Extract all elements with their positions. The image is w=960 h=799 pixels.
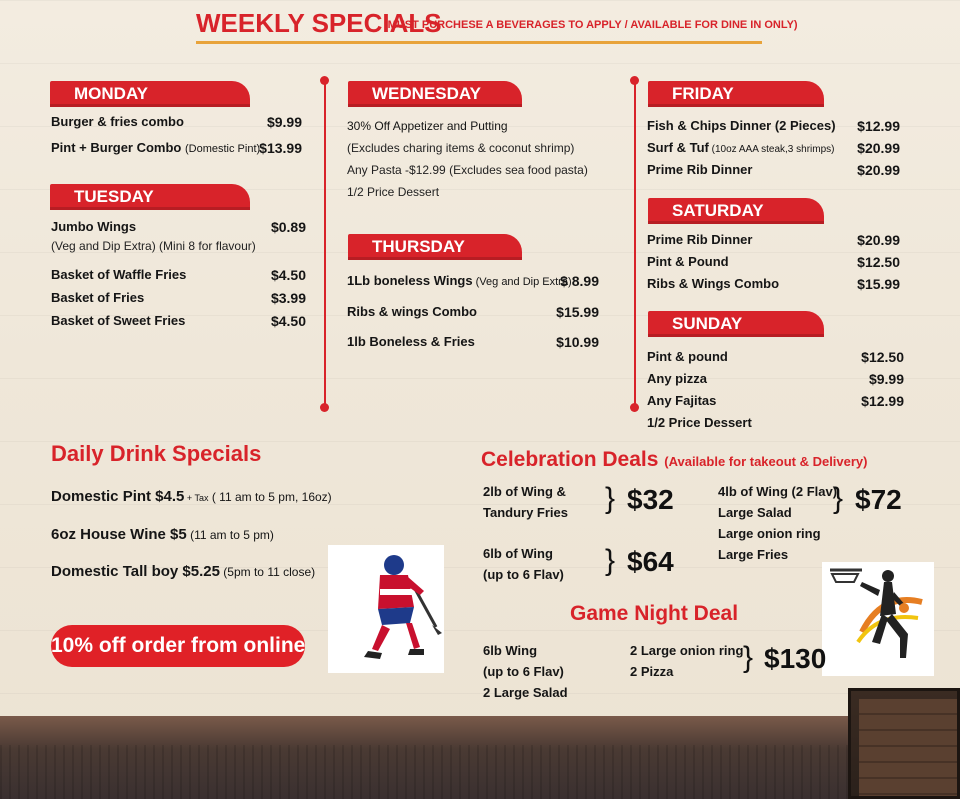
tuesday-sub-1: (Veg and Dip Extra) (Mini 8 for flavour)	[51, 239, 256, 253]
basketball-player-icon	[822, 562, 934, 676]
wood-crate	[848, 688, 960, 799]
brace-icon: }	[605, 482, 616, 515]
friday-price-2: $20.99	[857, 140, 900, 156]
drinks-title: Daily Drink Specials	[51, 441, 262, 466]
celebration-subtitle: (Available for takeout & Delivery)	[664, 454, 868, 469]
tuesday-item-4: Basket of Sweet Fries	[51, 313, 186, 328]
saturday-item-3: Ribs & Wings Combo	[647, 276, 780, 291]
tuesday-price-2: $4.50	[270, 267, 306, 283]
drink-item-1	[51, 488, 332, 505]
sunday-item-1: Pint & pound	[647, 349, 728, 364]
saturday-item-1: Prime Rib Dinner	[647, 232, 753, 247]
drink-note: ( 11 am to 5 pm, 16oz)	[208, 490, 332, 504]
wednesday-line-4: 1/2 Price Dessert	[347, 185, 440, 199]
title-bar	[196, 4, 798, 44]
celebration-title-text: Celebration Deals	[481, 448, 659, 471]
item-name: Surf & Tuf	[647, 140, 709, 155]
saturday-price-3: $15.99	[857, 276, 900, 292]
sunday-price-1: $12.50	[861, 349, 904, 365]
game-night-col1-line-3: 2 Large Salad	[483, 685, 568, 700]
deal1-price: $32	[627, 484, 674, 515]
saturday-price-2: $12.50	[857, 254, 900, 270]
page-title: WEEKLY SPECIALS	[196, 8, 442, 38]
thursday-item-1	[347, 273, 572, 288]
item-name: Burger & fries combo	[51, 114, 184, 129]
brace-icon: }	[743, 641, 754, 674]
divider-left	[324, 82, 326, 408]
monday-header: MONDAY	[50, 81, 250, 107]
sunday-price-3: $12.99	[861, 393, 904, 409]
game-night-col1-line-2: (up to 6 Flav)	[483, 664, 564, 679]
thursday-item-2: Ribs & wings Combo	[347, 304, 477, 319]
brace-icon: }	[833, 482, 844, 515]
saturday-item-2: Pint & Pound	[647, 254, 729, 269]
game-night-col1-line-1: 6lb Wing	[483, 643, 538, 658]
monday-item-1	[51, 114, 184, 129]
sunday-header: SUNDAY	[648, 311, 824, 337]
drink-item-3	[51, 563, 315, 580]
monday-price-1: $9.99	[266, 114, 302, 130]
item-note: (Domestic Pint)	[185, 143, 261, 155]
thursday-price-1: $ 8.99	[560, 273, 599, 289]
drink-name: Domestic Pint $4.5	[51, 488, 185, 505]
sunday-item-4: 1/2 Price Dessert	[647, 415, 752, 430]
drink-note: (11 am to 5 pm)	[186, 528, 274, 542]
tuesday-price-1: $0.89	[270, 219, 306, 235]
game-night-price: $130	[764, 643, 827, 674]
thursday-item-3: 1lb Boneless & Fries	[347, 334, 475, 349]
hockey-player-icon	[328, 545, 444, 673]
friday-header: FRIDAY	[648, 81, 824, 107]
drink-tax: + Tax	[184, 493, 209, 503]
drink-item-2	[51, 526, 274, 543]
friday-item-3: Prime Rib Dinner	[647, 162, 753, 177]
thursday-price-3: $10.99	[556, 334, 599, 350]
thursday-header: THURSDAY	[348, 234, 522, 260]
brace-icon: }	[605, 544, 616, 577]
deal3-line-2: Large Salad	[718, 505, 792, 520]
divider-dot-bottom	[630, 403, 639, 412]
game-night-title: Game Night Deal	[570, 602, 739, 625]
monday-price-2: $13.99	[259, 140, 302, 156]
tuesday-item-1: Jumbo Wings	[51, 219, 137, 234]
saturday-header: SATURDAY	[648, 198, 824, 224]
tuesday-header: TUESDAY	[50, 184, 250, 210]
wednesday-pasta-note: (Excludes sea food pasta)	[445, 163, 588, 177]
tuesday-price-4: $4.50	[270, 313, 306, 329]
basketball-player-image	[822, 562, 934, 676]
tuesday-item-3: Basket of Fries	[51, 290, 145, 305]
tuesday-item-2: Basket of Waffle Fries	[51, 267, 187, 282]
item-name: Pint + Burger Combo	[51, 140, 182, 155]
friday-item-1: Fish & Chips Dinner (2 Pieces)	[647, 118, 836, 133]
divider-right	[634, 82, 636, 408]
page-subtitle: (MUST PURCHESE A BEVERAGES TO APPLY / AVAILABLE FOR DINE IN ONLY)	[384, 19, 798, 31]
tuesday-price-3: $3.99	[270, 290, 306, 306]
drink-name: Domestic Tall boy $5.25	[51, 563, 220, 580]
deal2-price: $64	[627, 546, 674, 577]
deal3-price: $72	[855, 484, 902, 515]
deal1-line-2: Tandury Fries	[483, 505, 569, 520]
deal2-line-2: (up to 6 Flav)	[483, 567, 564, 582]
saturday-price-1: $20.99	[857, 232, 900, 248]
sunday-price-2: $9.99	[868, 371, 904, 387]
friday-price-3: $20.99	[857, 162, 900, 178]
item-name: 1Lb boneless Wings	[347, 273, 473, 288]
deal3-line-3: Large onion ring	[718, 526, 821, 541]
sunday-item-2: Any pizza	[647, 371, 707, 386]
deal2-line-1: 6lb of Wing	[483, 546, 553, 561]
thursday-price-2: $15.99	[556, 304, 599, 320]
friday-item-2	[647, 140, 834, 155]
wednesday-line-1: 30% Off Appetizer and Putting	[347, 119, 508, 133]
hockey-player-image	[328, 545, 444, 673]
wednesday-line-2: (Excludes charing items & coconut shrimp)	[347, 141, 575, 155]
monday-item-2	[51, 140, 260, 155]
drink-name: 6oz House Wine $5	[51, 526, 187, 543]
item-note: (Veg and Dip Extra)	[472, 276, 572, 288]
wednesday-header: WEDNESDAY	[348, 81, 522, 107]
online-order-button[interactable]: 10% off order from online	[51, 625, 305, 667]
deal3-line-4: Large Fries	[718, 547, 789, 562]
sunday-item-3: Any Fajitas	[647, 393, 717, 408]
divider-dot-bottom	[320, 403, 329, 412]
wood-floor-grain	[0, 745, 960, 799]
celebration-title	[481, 448, 868, 472]
deal1-line-1: 2lb of Wing &	[483, 484, 566, 499]
item-note: (10oz AAA steak,3 shrimps)	[708, 144, 835, 155]
friday-price-1: $12.99	[857, 118, 900, 134]
game-night-col2-line-1: 2 Large onion ring	[630, 643, 744, 658]
game-night-col2-line-2: 2 Pizza	[630, 664, 674, 679]
drink-note: (5pm to 11 close)	[219, 565, 316, 579]
wednesday-line-3	[347, 163, 588, 177]
deal3-line-1: 4lb of Wing (2 Flav)	[718, 484, 838, 499]
wednesday-pasta: Any Pasta -$12.99	[347, 163, 446, 177]
